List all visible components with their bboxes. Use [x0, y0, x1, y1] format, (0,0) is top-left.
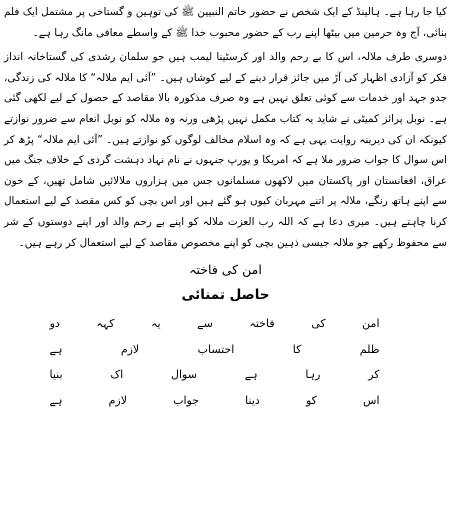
verse-word: کر	[368, 368, 380, 382]
verse-word: کی	[311, 317, 326, 331]
paragraph-1: کیا جا رہا ہے۔ ہالینڈ کے ایک شخص نے حضور خاتم النبیین ﷺ کی توہین و گستاخی پر مشتمل ایک فلم بنائی، آج وہ حرمین میں بیٹھا اپنے رب کے حضور محبوب خدا ﷺ کے واسطے معافی مانگ رہا ہے۔	[4, 6, 447, 39]
verse-word: کا	[292, 342, 302, 356]
verse-word: جواب	[173, 393, 200, 407]
verse-word: اس	[363, 393, 380, 407]
poem-verse	[50, 388, 380, 414]
poem	[50, 311, 402, 413]
verse-word: ہے	[49, 393, 63, 407]
verse-word: کو	[305, 393, 317, 407]
verse-word: بنیا	[49, 368, 63, 382]
poem-verse	[50, 337, 380, 363]
verse-word: فاختہ	[249, 317, 275, 331]
poem-verse	[50, 362, 380, 388]
verse-word: ہے	[244, 368, 258, 382]
verse-word: اک	[110, 368, 124, 382]
poem-author: حاصل تمنائی	[181, 287, 270, 304]
paragraph-2: دوسری طرف ملالہ، اس کا بے رحم والد اور کرسٹینا لیمب ہیں جو سلمان رشدی کی گستاخانہ انداز فکر کو آزادی اظہار کی آڑ میں جائز قرار دینے کے لیے کوشاں ہیں۔ ”آئی ایم ملالہ“ کا ملالہ کی زندگی، جدو جہد اور خدمات سے کوئی تعلق نہیں ہے وہ صرف مذکورہ بالا مقاصد کے حصول کے لیے لکھی گئی ہے۔ نوبل پرائز کمیٹی نے شاید یہ کتاب مکمل نہیں پڑھی ورنہ وہ ملالہ کو نوبل انعام سے ضرور نوازتے کیونکہ ان کی دیرینہ روایت یہی ہے کہ وہ اسلام مخالف لوگوں کو نوازتے ہیں۔ ”آئی ایم ملالہ“ پڑھ کر اس سوال کا جواب ضرور ملا ہے کہ امریکا و یورپ جنہوں نے نام نہاد دہشت گردی کے خلاف جنگ میں عراق، افغانستان اور پاکستان میں لاکھوں مسلمانوں جس میں ہزاروں ملالائیں شامل تھیں، کے خون سے اپنے ہاتھ رنگے، ملالہ پر اتنے مہربان کیوں ہو گئے ہیں اور اس بچی کو کس مقصد کے لیے استعمال کرنا چاہتے ہیں۔ میری دعا ہے کہ اللہ رب العزت ملالہ کو اپنے بے رحم والد اور اپنے دوستوں کے شر سے محفوظ رکھے جو ملالہ جیسی ذہین بچی کو اپنے مخصوص مقاصد کے لیے استعمال کر رہے ہیں۔	[4, 51, 447, 249]
verse-word: دو	[49, 317, 60, 331]
verse-word: امن	[362, 317, 380, 331]
verse-word: دینا	[245, 393, 260, 407]
verse-word: ظلم	[359, 342, 380, 356]
verse-word: لازم	[120, 342, 140, 356]
poem-verse	[50, 311, 380, 337]
poem-title: امن کی فاختہ	[189, 262, 262, 278]
verse-word: یہ	[151, 317, 161, 331]
verse-word: سوال	[170, 368, 197, 382]
verse-word: رہا	[305, 368, 321, 382]
verse-word: لازم	[108, 393, 127, 407]
verse-word: ہے	[49, 342, 63, 356]
verse-word: کہہ	[96, 317, 115, 331]
verse-word: سے	[197, 317, 213, 331]
verse-word: احتساب	[197, 342, 235, 356]
